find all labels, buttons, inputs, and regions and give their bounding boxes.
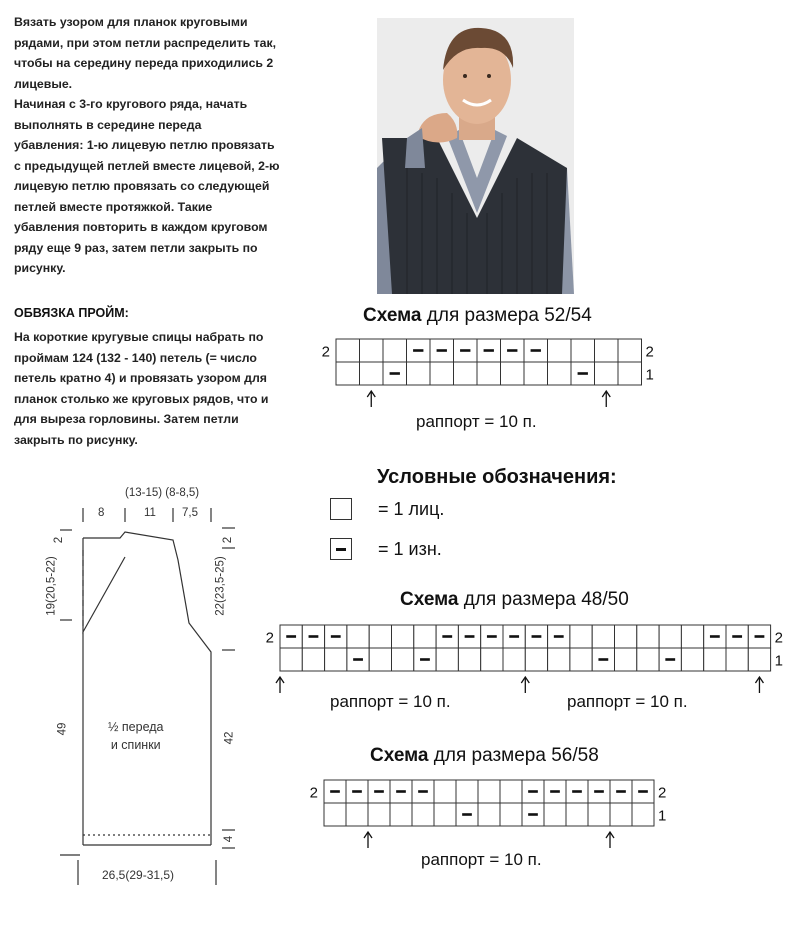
purl-mark [413,349,423,352]
chart-cell [615,625,637,648]
purl-mark [309,635,319,638]
pattern-right-armhole: 22(23,5-25) [214,556,227,616]
chart-cell [369,648,391,671]
chart-cell [548,362,572,385]
chart-cell [434,803,456,826]
row-label-left-2: 2 [265,629,274,647]
chart-cell [390,803,412,826]
chart-cell [458,648,480,671]
chart-cell [500,780,522,803]
chart-cell [368,803,390,826]
pattern-top-width-3: 7,5 [182,507,198,519]
purl-mark [572,790,582,793]
stitch-chart-48-50 [258,622,783,697]
row-label-right-1: 1 [774,652,783,670]
chart-cell [503,648,525,671]
legend-purl-text: = 1 изн. [378,539,442,559]
chart-cell [544,803,566,826]
purl-mark [352,790,362,793]
purl-mark [638,790,648,793]
armhole-heading: ОБВЯЗКА ПРОЙМ: [14,306,129,320]
pattern-left-top: 2 [53,536,66,544]
chart-cell [637,625,659,648]
pattern-right-top: 2 [222,536,235,544]
row-label-right-2: 2 [658,784,667,802]
purl-mark [330,790,340,793]
chart-cell [618,362,642,385]
chart-cell [360,362,384,385]
purl-mark [442,635,452,638]
purl-mark [509,635,519,638]
purl-mark [665,658,675,661]
chart-cell [610,803,632,826]
stitch-chart-52-54 [317,337,657,412]
chart-cell [632,803,654,826]
chart-cell [637,648,659,671]
rapport-label-48-50-right: раппорт = 10 п. [567,692,688,711]
rapport-label-52-54: раппорт = 10 п. [416,412,537,431]
purl-mark [418,790,428,793]
stitch-chart-56-58 [302,778,677,853]
row-label-right-1: 1 [645,366,654,384]
purl-mark [531,349,541,352]
purl-mark [528,790,538,793]
purl-mark [396,790,406,793]
row-label-left-2: 2 [309,784,318,802]
purl-mark [437,349,447,352]
pattern-top-width-2: 11 [144,507,156,519]
man-in-vest-photo [377,18,574,294]
purl-mark [710,635,720,638]
chart-cell [478,780,500,803]
chart-cell [615,648,637,671]
chart-svg [258,622,783,697]
purl-mark [616,790,626,793]
chart-svg [317,337,657,412]
chart-cell [412,803,434,826]
chart-cell [430,362,454,385]
chart-cell [595,339,619,362]
chart-cell [500,803,522,826]
garment-pattern-diagram [45,480,310,900]
legend-purl-symbol [330,538,352,560]
chart-cell [481,648,503,671]
chart-cell [369,625,391,648]
chart-cell [524,362,548,385]
chart-cell [570,625,592,648]
chart-cell [525,648,547,671]
chart-cell [336,362,360,385]
chart-cell [347,625,369,648]
chart-cell [681,625,703,648]
purl-mark [484,349,494,352]
purl-mark [465,635,475,638]
rapport-label-48-50-left: раппорт = 10 п. [330,692,451,711]
purl-mark [507,349,517,352]
photo-illustration [377,18,574,294]
chart-cell [592,625,614,648]
purl-mark [554,635,564,638]
chart-cell [360,339,384,362]
chart-cell [704,648,726,671]
chart-cell [325,648,347,671]
chart-cell [454,362,478,385]
chart-cell [392,648,414,671]
pattern-left-body: 49 [56,722,69,736]
purl-mark [487,635,497,638]
chart-cell [383,339,407,362]
purl-mark [528,813,538,816]
purl-mark [462,813,472,816]
chart-cell [434,780,456,803]
legend-knit-text: = 1 лиц. [378,499,445,519]
purl-mark [331,635,341,638]
rapport-label-56-58: раппорт = 10 п. [421,850,542,869]
purl-mark [578,372,588,375]
pattern-right-bottom: 4 [223,835,236,843]
purl-mark [594,790,604,793]
purl-mark [420,658,430,661]
pattern-left-armhole: 19(20,5-22) [45,556,58,616]
chart-cell [336,339,360,362]
row-label-right-1: 1 [658,807,667,825]
row-label-right-2: 2 [645,343,654,361]
chart-cell [570,648,592,671]
chart-cell [456,780,478,803]
pattern-right-body: 42 [223,731,236,745]
chart-cell [324,803,346,826]
instructions-paragraph-1: Вязать узором для планок круговыми рядами, при этом петли распределить так, чтобы на середину переда приходились 2 лицевые. Начиная с 3-го кругового ряда, начать выполнять в середине переда убавления: 1-ю лицевую петлю провязать с предыдущей петлей вместе лицевой, 2-ю лицевую петлю провязать со следующей петлей вместе протяжкой. Такие убавления повторить в каждом круговом ряду еще 9 раз, затем петли закрыть по рисунку. [14,15,280,275]
chart-cell [748,648,770,671]
chart-cell [618,339,642,362]
chart-title-52-54: Схема для размера 52/54 [363,305,592,326]
chart-svg [302,778,677,853]
chart-cell [571,339,595,362]
chart-cell [477,362,501,385]
purl-mark [532,635,542,638]
chart-cell [392,625,414,648]
purl-mark [755,635,765,638]
chart-cell [501,362,525,385]
chart-cell [414,625,436,648]
chart-cell [659,625,681,648]
chart-cell [548,648,570,671]
legend-knit-symbol [330,498,352,520]
chart-cell [681,648,703,671]
chart-cell [436,648,458,671]
row-label-left-2: 2 [321,343,330,361]
pattern-center-label: ½ переда и спинки [108,720,164,752]
chart-cell [726,648,748,671]
chart-cell [346,803,368,826]
purl-mark [550,790,560,793]
purl-mark [732,635,742,638]
purl-mark [374,790,384,793]
purl-mark [598,658,608,661]
chart-cell [595,362,619,385]
chart-title-48-50: Схема для размера 48/50 [400,589,629,610]
purl-mark [353,658,363,661]
row-label-right-2: 2 [774,629,783,647]
pattern-top-width-1: 8 [98,507,105,519]
chart-title-56-58: Схема для размера 56/58 [370,745,599,766]
pattern-outline [50,480,310,900]
chart-cell [566,803,588,826]
pattern-top-label: (13-15) (8-8,5) [125,487,200,499]
chart-cell [478,803,500,826]
instructions-paragraph-2: На короткие кругувые спицы набрать по проймам 124 (132 - 140) петель (= число петель кратно 4) и провязать узором для планок столько же круговых рядов, что и для выреза горловины. Затем петли закрыть по рисунку. [14,330,269,447]
pattern-bottom-width: 26,5(29-31,5) [102,868,175,882]
chart-cell [407,362,431,385]
purl-mark [390,372,400,375]
chart-cell [548,339,572,362]
legend-title: Условные обозначения: [377,466,617,488]
purl-mark [460,349,470,352]
chart-cell [588,803,610,826]
